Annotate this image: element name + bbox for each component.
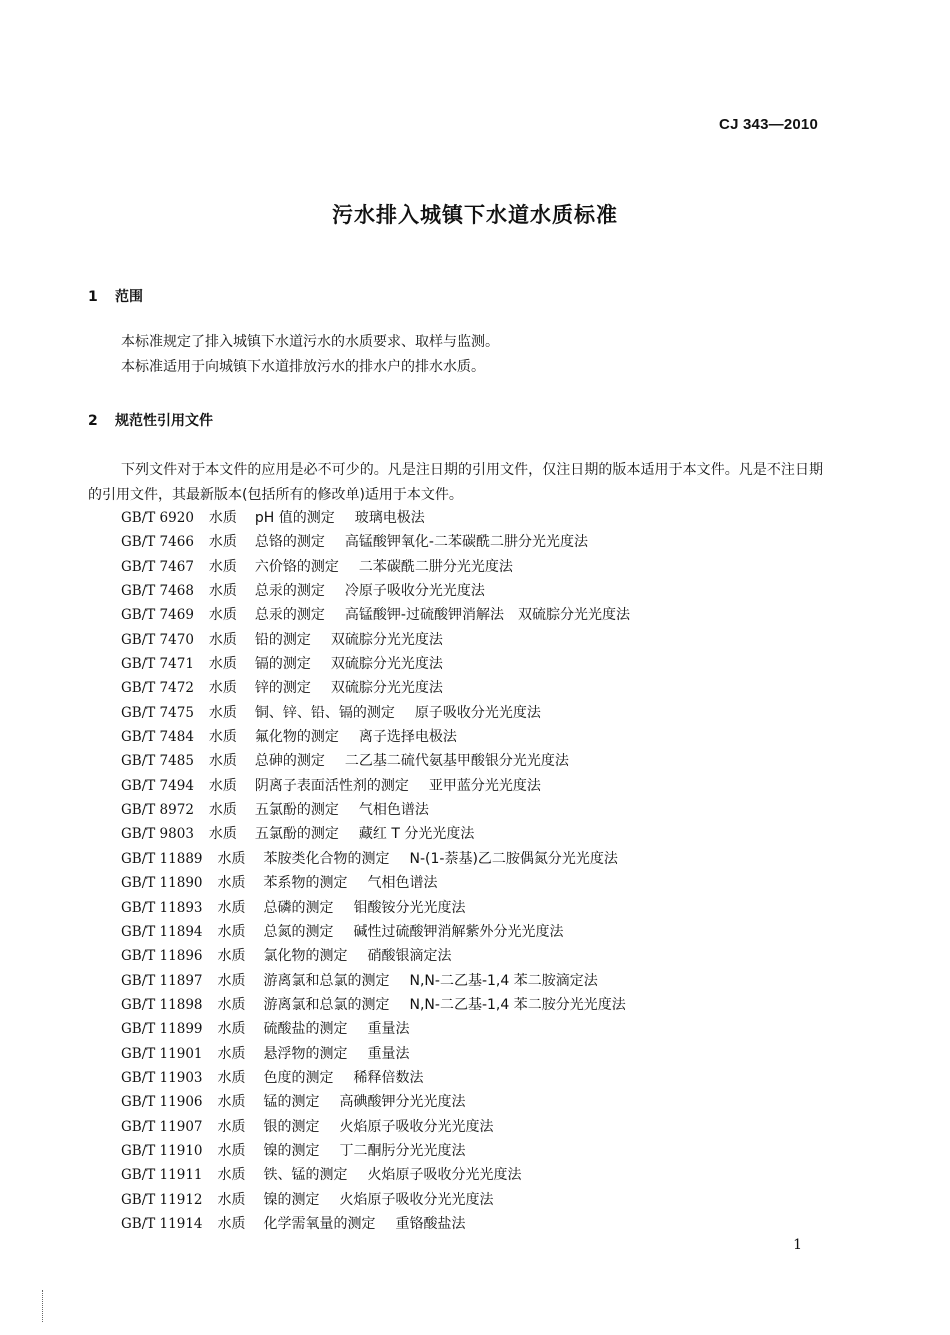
reference-category: 水质	[217, 875, 246, 892]
reference-row	[121, 1043, 630, 1067]
reference-row	[121, 677, 630, 701]
reference-category: 水质	[217, 972, 246, 989]
reference-title: 苯系物的测定	[263, 875, 348, 892]
reference-category: 水质	[208, 680, 237, 697]
reference-category: 水质	[217, 1142, 246, 1159]
reference-code: GB/T 11893	[121, 899, 203, 916]
reference-code: GB/T 11910	[121, 1142, 203, 1159]
reference-code: GB/T 11889	[121, 850, 203, 867]
document-title: 污水排入城镇下水道水质标准	[332, 203, 618, 227]
references-intro: 下列文件对于本文件的应用是必不可少的。凡是注日期的引用文件，仅注日期的版本适用于本文件。凡是不注日期的引用文件，其最新版本(包括所有的修改单)适用于本文件。	[88, 462, 823, 503]
reference-row	[121, 1091, 630, 1115]
reference-code: GB/T 8972	[121, 802, 194, 819]
reference-category: 水质	[208, 607, 237, 624]
reference-category: 水质	[208, 777, 237, 794]
reference-row	[121, 970, 630, 994]
reference-row	[121, 897, 630, 921]
reference-code: GB/T 7469	[121, 607, 194, 624]
section-2-heading	[88, 410, 213, 430]
reference-method: 高锰酸钾氧化-二苯碳酰二肼分光光度法	[344, 534, 588, 551]
scan-edge-mark	[42, 1290, 44, 1322]
reference-category: 水质	[217, 1215, 246, 1232]
reference-code: GB/T 7484	[121, 729, 194, 746]
reference-title: 阴离子表面活性剂的测定	[254, 777, 409, 794]
reference-row	[121, 775, 630, 799]
reference-category: 水质	[217, 1118, 246, 1135]
reference-list	[121, 507, 630, 1237]
reference-title: 悬浮物的测定	[263, 1045, 348, 1062]
reference-title: 游离氯和总氯的测定	[263, 996, 390, 1013]
reference-category: 水质	[217, 899, 246, 916]
reference-code: GB/T 7494	[121, 777, 194, 794]
reference-method: N,N-二乙基-1,4 苯二胺分光光度法	[409, 996, 626, 1013]
reference-code: GB/T 6920	[121, 510, 194, 526]
reference-category: 水质	[208, 729, 237, 746]
reference-method: 气相色谱法	[367, 875, 438, 892]
reference-title: 五氯酚的测定	[254, 802, 339, 819]
reference-category: 水质	[208, 656, 237, 673]
reference-method: 重量法	[367, 1021, 410, 1038]
reference-row	[121, 1140, 630, 1164]
reference-title: 总磷的测定	[263, 899, 334, 916]
reference-category: 水质	[217, 923, 246, 940]
reference-code: GB/T 7468	[121, 583, 194, 600]
reference-code: GB/T 7472	[121, 680, 194, 697]
reference-title: 铁、锰的测定	[263, 1167, 348, 1184]
reference-category: 水质	[217, 1094, 246, 1111]
reference-row	[121, 872, 630, 896]
reference-method: 气相色谱法	[358, 802, 429, 819]
reference-method: 火焰原子吸收分光光度法	[339, 1118, 494, 1135]
reference-title: 铅的测定	[254, 631, 311, 648]
reference-code: GB/T 11912	[121, 1191, 203, 1208]
reference-title: 镍的测定	[263, 1191, 320, 1208]
reference-method: N,N-二乙基-1,4 苯二胺滴定法	[409, 972, 598, 989]
reference-method: 火焰原子吸收分光光度法	[339, 1191, 494, 1208]
reference-row	[121, 1116, 630, 1140]
reference-title: 硫酸盐的测定	[263, 1021, 348, 1038]
reference-title: 五氯酚的测定	[254, 826, 339, 843]
reference-code: GB/T 11896	[121, 948, 203, 965]
reference-title: 氟化物的测定	[254, 729, 339, 746]
page-number: 1	[793, 1237, 802, 1253]
reference-method: 亚甲蓝分光光度法	[428, 777, 541, 794]
scope-paragraph-1: 本标准规定了排入城镇下水道污水的水质要求、取样与监测。	[121, 334, 499, 350]
reference-title: 镍的测定	[263, 1142, 320, 1159]
reference-title: 银的测定	[263, 1118, 320, 1135]
reference-method: 二乙基二硫代氨基甲酸银分光光度法	[344, 753, 569, 770]
reference-method: 重量法	[367, 1045, 410, 1062]
reference-code: GB/T 11901	[121, 1045, 203, 1062]
reference-method: 双硫腙分光光度法	[330, 680, 443, 697]
reference-row	[121, 848, 630, 872]
reference-code: GB/T 7470	[121, 631, 194, 648]
reference-method: 冷原子吸收分光光度法	[344, 583, 485, 600]
reference-method: 原子吸收分光光度法	[414, 704, 541, 721]
reference-title: 苯胺类化合物的测定	[263, 850, 390, 867]
reference-code: GB/T 11914	[121, 1215, 203, 1232]
reference-code: GB/T 7467	[121, 558, 194, 575]
reference-row	[121, 1164, 630, 1188]
scope-paragraph-2: 本标准适用于向城镇下水道排放污水的排水户的排水水质。	[121, 359, 485, 375]
reference-category: 水质	[217, 1191, 246, 1208]
reference-code: GB/T 7471	[121, 656, 194, 673]
reference-method: N-(1-萘基)乙二胺偶氮分光光度法	[409, 850, 618, 867]
reference-method: 硝酸银滴定法	[367, 948, 452, 965]
reference-title: 锰的测定	[263, 1094, 320, 1111]
reference-row	[121, 1018, 630, 1042]
reference-row	[121, 994, 630, 1018]
reference-method: 高碘酸钾分光光度法	[339, 1094, 466, 1111]
reference-code: GB/T 11890	[121, 875, 203, 892]
reference-row	[121, 726, 630, 750]
reference-method: 玻璃电极法	[354, 510, 425, 526]
reference-code: GB/T 11911	[121, 1167, 203, 1184]
reference-category: 水质	[208, 631, 237, 648]
reference-category: 水质	[208, 753, 237, 770]
reference-category: 水质	[217, 948, 246, 965]
reference-row	[121, 531, 630, 555]
reference-row	[121, 629, 630, 653]
reference-title: pH 值的测定	[254, 510, 335, 526]
reference-code: GB/T 9803	[121, 826, 194, 843]
reference-title: 总汞的测定	[254, 583, 325, 600]
reference-code: GB/T 11907	[121, 1118, 203, 1135]
reference-method: 重铬酸盐法	[395, 1215, 466, 1232]
reference-title: 游离氯和总氯的测定	[263, 972, 390, 989]
reference-title: 总铬的测定	[254, 534, 325, 551]
reference-category: 水质	[208, 558, 237, 575]
reference-method: 丁二酮肟分光光度法	[339, 1142, 466, 1159]
reference-code: GB/T 7475	[121, 704, 194, 721]
reference-category: 水质	[217, 850, 246, 867]
reference-row	[121, 556, 630, 580]
reference-method: 火焰原子吸收分光光度法	[367, 1167, 522, 1184]
reference-category: 水质	[217, 1167, 246, 1184]
reference-code: GB/T 11903	[121, 1069, 203, 1086]
reference-code: GB/T 7485	[121, 753, 194, 770]
reference-row	[121, 604, 630, 628]
reference-title: 总氮的测定	[263, 923, 334, 940]
section-1-title: 范围	[115, 289, 143, 305]
section-1-heading	[88, 286, 143, 306]
reference-title: 氯化物的测定	[263, 948, 348, 965]
reference-method: 离子选择电极法	[358, 729, 457, 746]
reference-code: GB/T 11906	[121, 1094, 203, 1111]
reference-method: 藏红 T 分光光度法	[358, 826, 475, 843]
reference-title: 化学需氧量的测定	[263, 1215, 376, 1232]
reference-category: 水质	[217, 996, 246, 1013]
reference-category: 水质	[217, 1045, 246, 1062]
reference-category: 水质	[208, 826, 237, 843]
reference-row	[121, 1067, 630, 1091]
reference-row	[121, 1189, 630, 1213]
reference-code: GB/T 11897	[121, 972, 203, 989]
reference-code: GB/T 11898	[121, 996, 203, 1013]
reference-title: 铜、锌、铅、镉的测定	[254, 704, 395, 721]
reference-category: 水质	[208, 534, 237, 551]
reference-code: GB/T 7466	[121, 534, 194, 551]
standard-code: CJ 343—2010	[719, 116, 818, 133]
section-1-number: 1	[88, 289, 98, 305]
reference-title: 色度的测定	[263, 1069, 334, 1086]
reference-category: 水质	[217, 1069, 246, 1086]
reference-title: 总砷的测定	[254, 753, 325, 770]
reference-code: GB/T 11899	[121, 1021, 203, 1038]
section-2-number: 2	[88, 413, 98, 429]
reference-row	[121, 799, 630, 823]
reference-method: 稀释倍数法	[353, 1069, 424, 1086]
reference-row	[121, 653, 630, 677]
reference-method: 双硫腙分光光度法	[330, 631, 443, 648]
reference-category: 水质	[208, 583, 237, 600]
reference-method: 双硫腙分光光度法	[330, 656, 443, 673]
reference-method: 二苯碳酰二肼分光光度法	[358, 558, 513, 575]
reference-row	[121, 507, 630, 531]
reference-title: 锌的测定	[254, 680, 311, 697]
reference-row	[121, 945, 630, 969]
reference-title: 镉的测定	[254, 656, 311, 673]
reference-row	[121, 823, 630, 847]
reference-row	[121, 580, 630, 604]
section-2-title: 规范性引用文件	[115, 413, 213, 429]
reference-code: GB/T 11894	[121, 923, 203, 940]
reference-method: 高锰酸钾-过硫酸钾消解法 双硫腙分光光度法	[344, 607, 630, 624]
reference-row	[121, 921, 630, 945]
reference-row	[121, 702, 630, 726]
reference-row	[121, 1213, 630, 1237]
reference-method: 钼酸铵分光光度法	[353, 899, 466, 916]
reference-method: 碱性过硫酸钾消解紫外分光光度法	[353, 923, 564, 940]
reference-title: 总汞的测定	[254, 607, 325, 624]
reference-category: 水质	[208, 704, 237, 721]
reference-row	[121, 750, 630, 774]
reference-category: 水质	[208, 510, 237, 526]
reference-category: 水质	[217, 1021, 246, 1038]
reference-title: 六价铬的测定	[254, 558, 339, 575]
reference-category: 水质	[208, 802, 237, 819]
